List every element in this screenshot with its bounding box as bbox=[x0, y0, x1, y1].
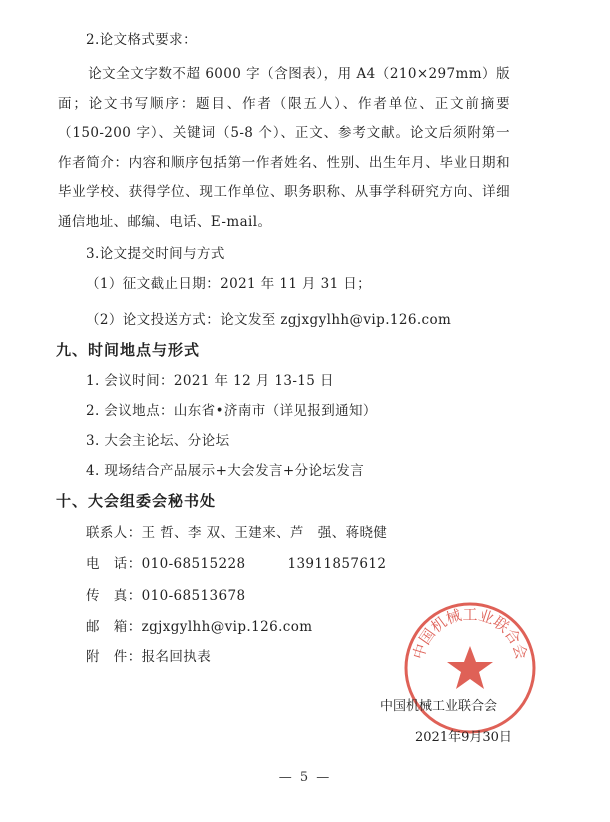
contacts-names: 王 哲、李 双、王建来、芦 强、蒋晓健 bbox=[141, 525, 388, 541]
format-requirements-text: 论文全文字数不超 6000 字（含图表），用 A4（210×297mm）版面；论文书写顺序：题目、作者（限五人）、作者单位、正文前摘要（150-200 字）、关键词（5-8 个）、正文、参考文献。论文后须附第一作者简介：内容和顺序包括第一作者姓名、性别、出生年月、毕业日期和毕业学校、获得学位、现工作单位、职务职称、从事学科研究方向、详细通信地址、邮编、电话、E-mail。 bbox=[58, 66, 510, 230]
seal-star-icon bbox=[447, 646, 493, 689]
email-label: 邮 箱： bbox=[86, 619, 142, 635]
section9-item-forums: 3. 大会主论坛、分论坛 bbox=[86, 433, 230, 449]
attachment-row bbox=[86, 645, 211, 665]
phone-row bbox=[86, 552, 386, 572]
submission-line: （2）论文投送方式：论文发至 zgjxgylhh@vip.126.com bbox=[86, 312, 452, 328]
official-seal bbox=[400, 598, 540, 738]
email-address: zgjxgylhh@vip.126.com bbox=[141, 619, 313, 635]
seal-text-path: 中国机械工业联合会 bbox=[409, 605, 531, 662]
email-row bbox=[86, 615, 312, 635]
phone-number-1: 010-68515228 bbox=[141, 556, 246, 572]
fax-label: 传 真： bbox=[86, 588, 142, 604]
phone-number-2: 13911857612 bbox=[287, 556, 387, 572]
format-requirements-paragraph bbox=[58, 60, 510, 237]
contacts-label: 联系人： bbox=[86, 525, 142, 541]
item2-title: 2.论文格式要求： bbox=[86, 32, 197, 48]
section9-heading: 九、时间地点与形式 bbox=[56, 341, 201, 359]
section9-item-format: 4. 现场结合产品展示+大会发言+分论坛发言 bbox=[86, 463, 365, 479]
section10-heading: 十、大会组委会秘书处 bbox=[56, 492, 217, 510]
section9-item-time: 1. 会议时间：2021 年 12 月 13-15 日 bbox=[86, 373, 334, 389]
fax-number: 010-68513678 bbox=[141, 588, 246, 604]
signature-date: 2021年9月30日 bbox=[415, 730, 512, 745]
phone-label: 电 话： bbox=[86, 556, 142, 572]
section9-item-location: 2. 会议地点：山东省•济南市（详见报到通知） bbox=[86, 403, 377, 419]
page-number: — 5 — bbox=[278, 770, 332, 785]
contacts-row bbox=[86, 521, 387, 541]
item3-title: 3.论文提交时间与方式 bbox=[86, 246, 225, 262]
fax-row bbox=[86, 584, 245, 604]
deadline-line: （1）征文截止日期：2021 年 11 月 31 日； bbox=[86, 276, 372, 292]
attachment-name: 报名回执表 bbox=[141, 649, 212, 665]
signature-organization: 中国机械工业联合会 bbox=[380, 699, 498, 714]
attachment-label: 附 件： bbox=[86, 649, 142, 665]
